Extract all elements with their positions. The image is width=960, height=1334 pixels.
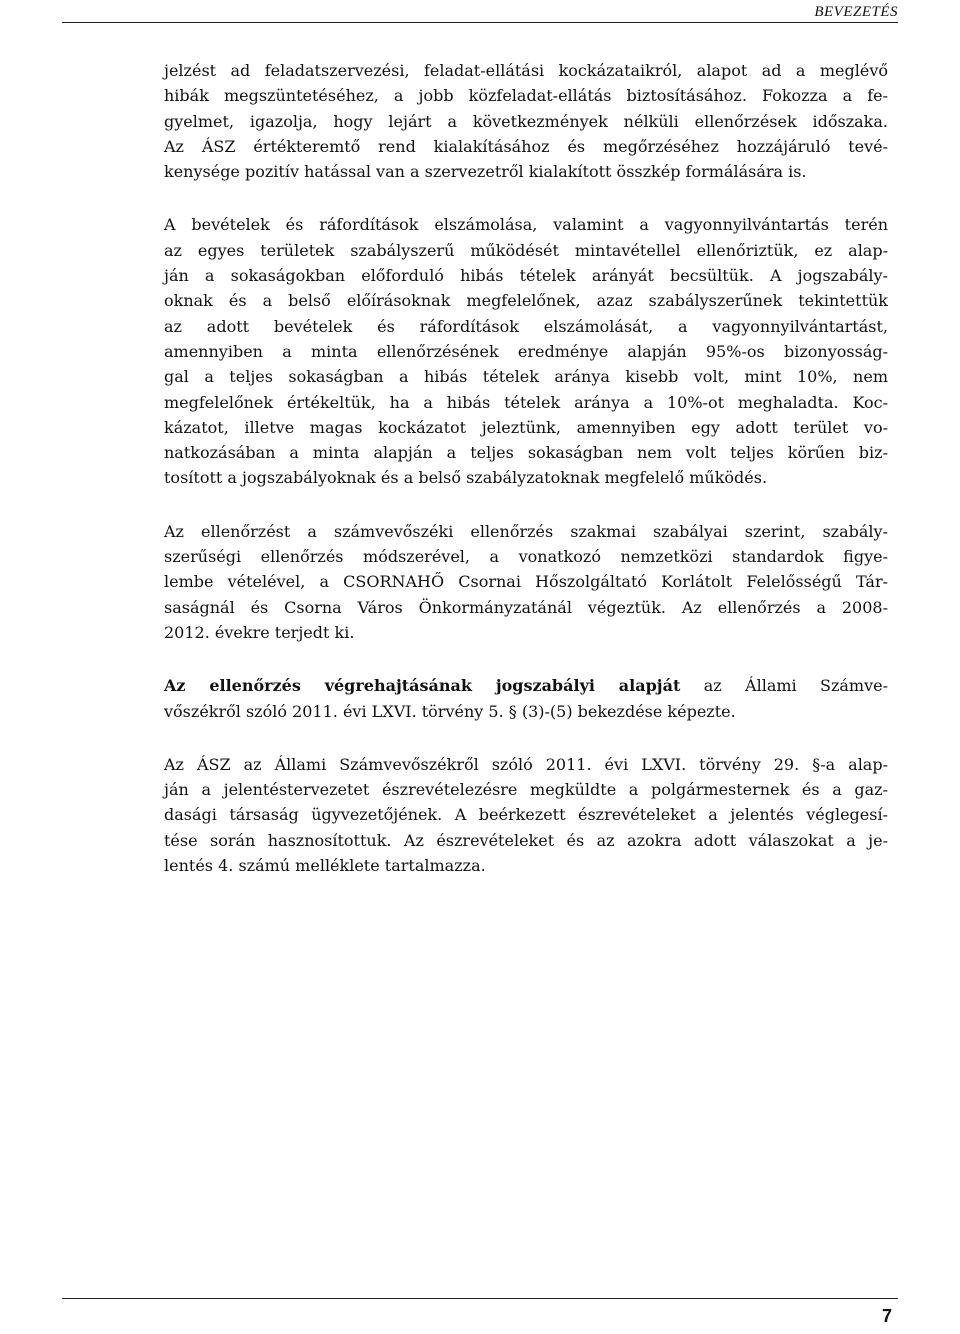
footer-rule: [62, 1298, 898, 1299]
paragraph-line: ján a jelentéstervezetet észrevételezésre megküldte a polgármesternek és a gaz-: [164, 780, 888, 800]
running-header-section-title: BEVEZETÉS: [814, 4, 898, 20]
bold-lead-continuation: az Állami Számve-: [680, 676, 889, 696]
paragraph-line: szerűségi ellenőrzés módszerével, a vonatkozó nemzetközi standardok figye-: [164, 547, 888, 567]
paragraph-5: [164, 752, 888, 878]
bold-lead-phrase: Az ellenőrzés végrehajtásának jogszabályi alapját: [164, 676, 681, 696]
paragraph-line: ján a sokaságokban előforduló hibás tételek arányát becsültük. A jogszabály-: [164, 266, 888, 286]
paragraph-line: dasági társaság ügyvezetőjének. A beérkezett észrevételeket a jelentés véglegesí-: [164, 805, 888, 825]
paragraph-line: tése során hasznosítottuk. Az észrevételeket és az azokra adott válaszokat a je-: [164, 830, 888, 850]
page-number: 7: [881, 1306, 892, 1326]
paragraph-line: 2012. évekre terjedt ki.: [164, 622, 355, 642]
paragraph-line: az adott bevételek és ráfordítások elszámolását, a vagyonnyilvántartást,: [164, 316, 888, 336]
paragraph-line: lembe vételével, a CSORNAHŐ Csornai Hőszolgáltató Korlátolt Felelősségű Tár-: [164, 572, 888, 592]
paragraph-line-with-bold-lead: [164, 673, 888, 698]
paragraph-1: [164, 58, 888, 184]
paragraph-2: [164, 212, 888, 490]
paragraph-line: jelzést ad feladatszervezési, feladat-ellátási kockázataikról, alapot ad a meglévő: [164, 61, 888, 80]
paragraph-line: Az ÁSZ értékteremtő rend kialakításához és megőrzéséhez hozzájáruló tevé-: [164, 136, 888, 156]
paragraph-line: gal a teljes sokaságban a hibás tételek aránya kisebb volt, mint 10%, nem: [164, 367, 888, 387]
paragraph-line: az egyes területek szabályszerű működését mintavétellel ellenőriztük, ez alap-: [164, 240, 888, 260]
paragraph-line: hibák megszüntetéséhez, a jobb közfeladat-ellátás biztosításához. Fokozza a fe-: [164, 86, 888, 106]
paragraph-line: kenysége pozitív hatással van a szervezetről kialakított összkép formálására is.: [164, 162, 807, 182]
paragraph-line: oknak és a belső előírásoknak megfelelőnek, azaz szabályszerűnek tekintettük: [164, 291, 888, 311]
paragraph-line: Az ÁSZ az Állami Számvevőszékről szóló 2011. évi LXVI. törvény 29. §-a alap-: [164, 754, 888, 774]
paragraph-line: A bevételek és ráfordítások elszámolása, valamint a vagyonnyilvántartás terén: [164, 215, 888, 235]
paragraph-line: gyelmet, igazolja, hogy lejárt a következmények nélküli ellenőrzések időszaka.: [164, 111, 888, 131]
paragraph-line: amennyiben a minta ellenőrzésének eredménye alapján 95%-os bizonyosság-: [164, 341, 888, 361]
paragraph-line: tosított a jogszabályoknak és a belső szabályzatoknak megfelelő működés.: [164, 468, 768, 488]
paragraph-line: vőszékről szóló 2011. évi LXVI. törvény 5. § (3)-(5) bekezdése képezte.: [164, 701, 736, 721]
page-body: [164, 58, 888, 906]
paragraph-line: lentés 4. számú melléklete tartalmazza.: [164, 856, 486, 876]
paragraph-line: natkozásában a minta alapján a teljes sokaságban nem volt teljes körűen biz-: [164, 443, 888, 463]
paragraph-3: [164, 519, 888, 645]
paragraph-4: [164, 673, 888, 724]
header-rule: [62, 22, 898, 23]
paragraph-line: megfelelőnek értékeltük, ha a hibás tételek aránya a 10%-ot meghaladta. Koc-: [164, 392, 888, 412]
paragraph-line: saságnál és Csorna Város Önkormányzatánál végeztük. Az ellenőrzés a 2008-: [164, 597, 888, 617]
paragraph-line: Az ellenőrzést a számvevőszéki ellenőrzés szakmai szabályai szerint, szabály-: [164, 521, 888, 541]
paragraph-line: kázatot, illetve magas kockázatot jeleztünk, amennyiben egy adott terület vo-: [164, 417, 888, 437]
